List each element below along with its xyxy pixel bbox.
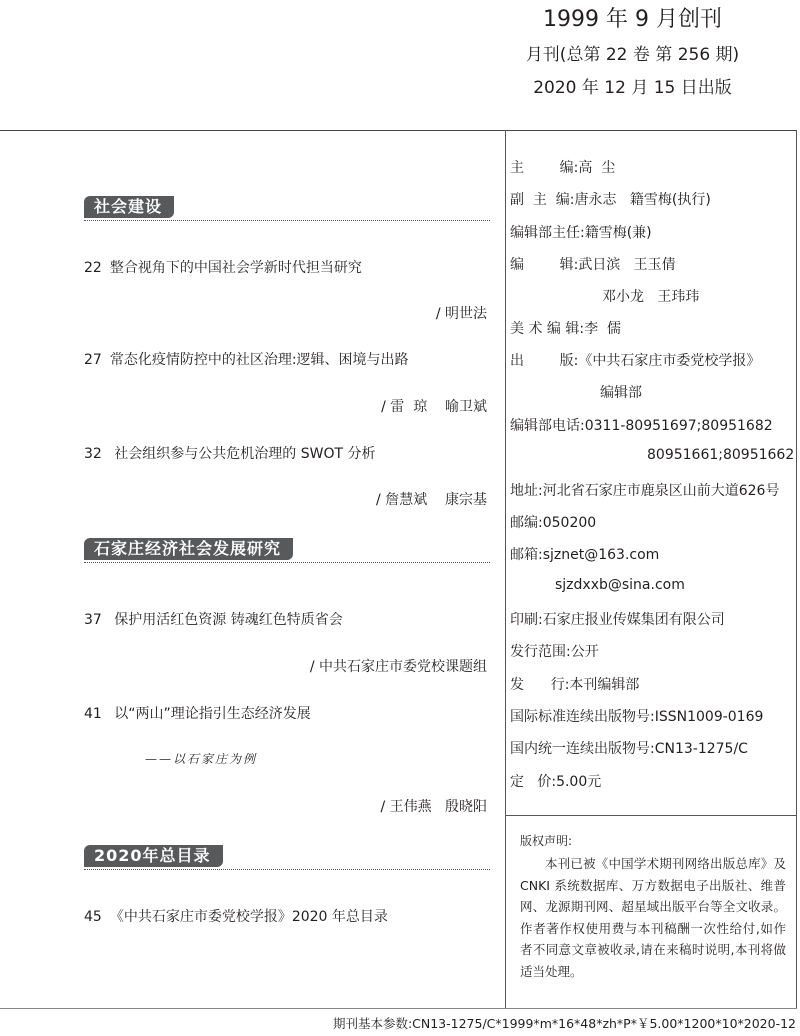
masthead-row: 国际标准连续出版物号:ISSN1009-0169 [510, 709, 764, 725]
page-number: 27 [84, 352, 102, 368]
bottom-divider [0, 1008, 797, 1009]
email-link[interactable]: sjzdxxb@sina.com [555, 577, 685, 593]
masthead-row: 邓小龙 王玮玮 [602, 289, 700, 305]
toc-entry[interactable] [84, 349, 409, 369]
toc-entry[interactable] [84, 609, 343, 629]
page-number: 45 [84, 909, 102, 925]
copyright-title: 版权声明: [520, 834, 573, 848]
masthead-row: 地址:河北省石家庄市鹿泉区山前大道626号 [510, 483, 780, 499]
toc-entry[interactable] [84, 906, 388, 926]
masthead-row: 主 编:高 尘 [510, 160, 616, 176]
section-heading-social-construction [84, 196, 490, 221]
section-tag: 2020年总目录 [84, 845, 223, 867]
article-title: 社会组织参与公共危机治理的 SWOT 分析 [109, 446, 376, 462]
page-number: 22 [84, 260, 102, 276]
masthead-row: 80951661;80951662 [647, 447, 795, 463]
masthead-row: 出 版:《中共石家庄市委党校学报》 [510, 353, 761, 369]
masthead-row: 邮编:050200 [510, 515, 597, 531]
article-title: 整合视角下的中国社会学新时代担当研究 [109, 260, 362, 276]
masthead-row: 发行范围:公开 [510, 644, 599, 660]
masthead-row: 副 主 编:唐永志 籍雪梅(执行) [510, 192, 711, 208]
journal-parameters: 期刊基本参数:CN13-1275/C*1999*m*16*48*zh*P*￥5.00*1200*10*2020-12 [332, 1016, 796, 1031]
email-link[interactable]: sjznet@163.com [542, 547, 660, 563]
masthead-row: 编辑部 [600, 385, 642, 401]
masthead-row: 定 价:5.00元 [510, 774, 602, 790]
toc-entry[interactable] [84, 257, 362, 277]
page-number: 32 [84, 446, 102, 462]
article-title: 以“两山”理论指引生态经济发展 [109, 706, 311, 722]
section-heading-sjz-development [84, 538, 490, 563]
article-authors: / 中共石家庄市委党校课题组 [309, 659, 487, 675]
masthead-row: 邮箱:sjznet@163.com [510, 547, 660, 563]
masthead-row: 编 辑:武日滨 王玉倩 [510, 257, 676, 273]
page-number: 41 [84, 706, 102, 722]
masthead-panel-left-border [505, 130, 506, 1008]
section-tag: 石家庄经济社会发展研究 [84, 538, 293, 560]
toc-entry[interactable] [84, 703, 311, 723]
publish-date: 2020 年 12 月 15 日出版 [533, 78, 732, 98]
copyright-notice: 本刊已被《中国学术期刊网络出版总库》及 CNKI 系统数据库、万方数据电子出版社、维普网、龙源期刊网、超星域出版平台等全文收录。作者著作权使用费与本刊稿酬一次性给付,如作者不同意文章被收录,请在来稿时说明,本刊将做适当处理。 [520, 856, 786, 979]
article-authors: / 詹慧斌 康宗基 [376, 492, 487, 508]
masthead-panel-separator [505, 815, 797, 816]
article-title: 保护用活红色资源 铸魂红色特质省会 [109, 612, 343, 628]
section-heading-annual-index [84, 845, 490, 870]
article-title: 《中共石家庄市委党校学报》2020 年总目录 [109, 909, 388, 925]
article-title: 常态化疫情防控中的社区治理:逻辑、困境与出路 [109, 352, 409, 368]
article-subtitle: ——以石家庄为例 [145, 752, 258, 766]
masthead-row [555, 577, 685, 593]
masthead-row: 印刷:石家庄报业传媒集团有限公司 [510, 612, 725, 628]
page-number: 37 [84, 612, 102, 628]
section-tag: 社会建设 [84, 196, 174, 218]
article-authors: / 王伟燕 殷晓阳 [380, 799, 487, 815]
toc-entry[interactable] [84, 443, 375, 463]
issue-info: 月刊(总第 22 卷 第 256 期) [525, 45, 740, 65]
masthead-row: 编辑部电话:0311-80951697;80951682 [510, 418, 773, 434]
masthead-row: 美 术 编 辑:李 儒 [510, 321, 621, 337]
masthead-row: 发 行:本刊编辑部 [510, 677, 640, 693]
article-authors: / 雷 琼 喻卫斌 [381, 399, 487, 415]
masthead-row: 编辑部主任:籍雪梅(兼) [510, 225, 652, 241]
founded-date: 1999 年 9 月创刊 [543, 7, 722, 32]
masthead-row: 国内统一连续出版物号:CN13-1275/C [510, 741, 748, 757]
top-divider [0, 130, 797, 131]
masthead-panel-right-border [796, 130, 797, 1008]
article-authors: / 明世法 [435, 306, 487, 322]
